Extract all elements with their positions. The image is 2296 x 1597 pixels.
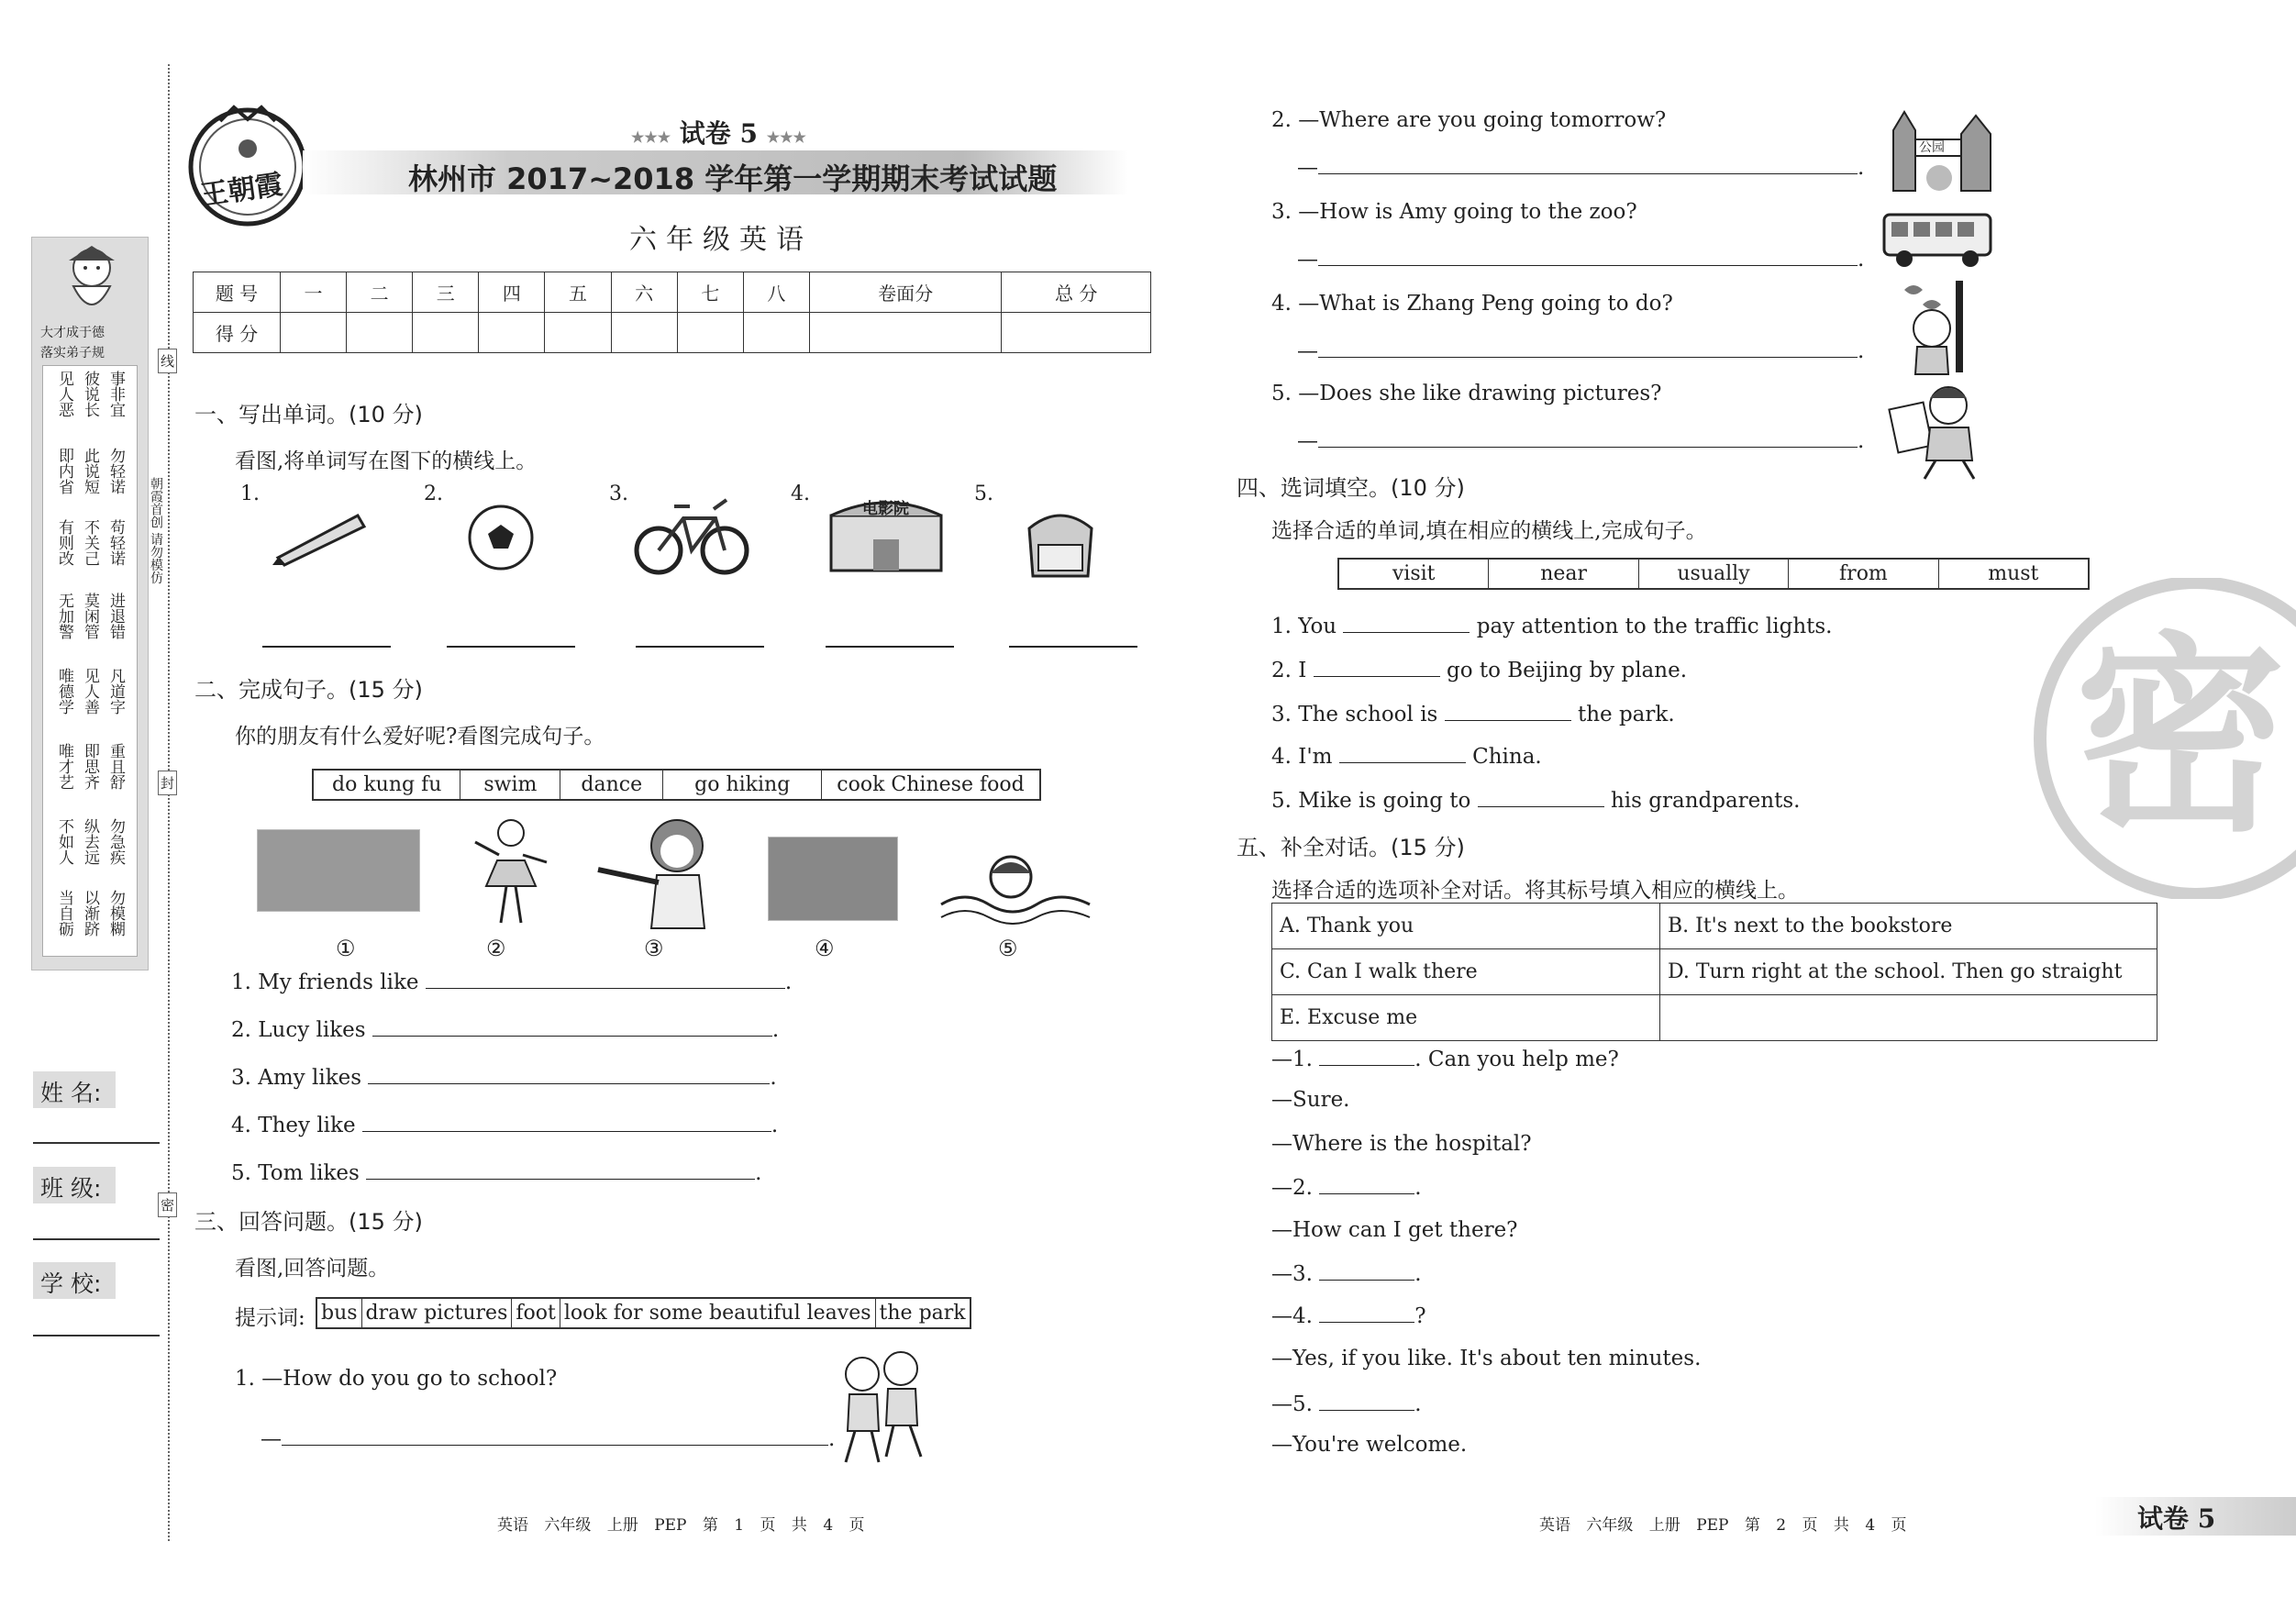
option-b: B. It's next to the bookstore bbox=[1660, 904, 2157, 949]
picture-label: ④ bbox=[815, 936, 835, 961]
backpack-picture bbox=[1015, 503, 1106, 582]
sentence-text: 1. My friends like bbox=[231, 970, 419, 994]
sentence-text: 5. Tom likes bbox=[231, 1161, 360, 1185]
dialogue-line-9 bbox=[1271, 1391, 1422, 1416]
option-c: C. Can I walk there bbox=[1272, 949, 1660, 995]
dash: — bbox=[261, 1427, 282, 1451]
picture-label: ⑤ bbox=[998, 936, 1018, 961]
walking-kids-picture bbox=[826, 1348, 936, 1468]
sentence-text: 5. Mike is going to bbox=[1271, 789, 1471, 813]
dancer-picture bbox=[470, 815, 552, 926]
question-5: 5. —Does she like drawing pictures? bbox=[1271, 382, 1662, 405]
sentence-end: . bbox=[1858, 339, 1865, 363]
kungfu-picture bbox=[591, 815, 719, 930]
footer-right: 英语 六年级 上册 PEP 第 2 页 共 4 页 bbox=[1539, 1516, 1907, 1535]
dialogue-line-8: —Yes, if you like. It's about ten minutes. bbox=[1271, 1347, 1702, 1370]
section-4-title: 四、选词填空。(10 分) bbox=[1237, 475, 1465, 501]
binding-line bbox=[168, 64, 170, 1541]
sidebar-verse: 凡道字 bbox=[106, 668, 125, 715]
sentence-text: go to Beijing by plane. bbox=[1446, 659, 1688, 682]
answer-blank[interactable] bbox=[636, 646, 764, 648]
dialogue-text: —5. bbox=[1271, 1392, 1313, 1416]
dash: — bbox=[1297, 339, 1318, 363]
sentence-end: . bbox=[1858, 429, 1865, 453]
answer-blank[interactable] bbox=[262, 646, 391, 648]
answer-row-2 bbox=[1297, 154, 1864, 180]
picture-label: ② bbox=[486, 936, 506, 961]
score-cell: 题 号 bbox=[194, 272, 281, 313]
dialogue-line-3: —Where is the hospital? bbox=[1271, 1132, 1532, 1156]
sentence-end: . bbox=[784, 970, 793, 994]
class-label: 班 级: bbox=[33, 1167, 116, 1203]
answer-row-5 bbox=[1297, 427, 1864, 453]
item-number: 1. bbox=[240, 482, 260, 505]
swimmer-picture bbox=[937, 853, 1093, 925]
sidebar-verse: 苟轻诺 bbox=[106, 519, 125, 566]
option-d: D. Turn right at the school. Then go straight bbox=[1660, 949, 2157, 995]
hint-word: the park bbox=[879, 1302, 966, 1325]
sentence-end: . bbox=[1858, 156, 1865, 180]
option-e: E. Excuse me bbox=[1272, 995, 1660, 1041]
answer-line[interactable] bbox=[282, 1425, 828, 1446]
bike-picture bbox=[633, 486, 750, 578]
word-choice: from bbox=[1789, 560, 1938, 588]
hiking-photo bbox=[768, 837, 898, 921]
option-empty bbox=[1660, 995, 2157, 1041]
dialogue-text: —3. bbox=[1271, 1262, 1313, 1286]
sentence-1 bbox=[231, 969, 792, 994]
answer-line[interactable] bbox=[1318, 427, 1858, 448]
section-2-instruction: 你的朋友有什么爱好呢?看图完成句子。 bbox=[235, 725, 605, 749]
answer-line[interactable] bbox=[1318, 338, 1858, 358]
dialogue-blank[interactable] bbox=[1319, 1303, 1414, 1323]
score-input[interactable] bbox=[1002, 313, 1151, 353]
answer-line[interactable] bbox=[1318, 246, 1858, 266]
answer-row-4 bbox=[1297, 338, 1864, 363]
score-input[interactable] bbox=[545, 313, 611, 353]
fill-sentence-5 bbox=[1271, 787, 1800, 813]
subject-title: 六年级英语 bbox=[629, 224, 813, 256]
score-cell: 八 bbox=[743, 272, 809, 313]
sidebar-verse: 唯才艺 bbox=[55, 743, 73, 790]
sentence-end: . bbox=[828, 1427, 836, 1451]
dialogue-text: ? bbox=[1414, 1304, 1426, 1328]
dash: — bbox=[1297, 429, 1318, 453]
sentence-2 bbox=[231, 1016, 779, 1042]
sentence-text: his grandparents. bbox=[1610, 789, 1801, 813]
word-option: dance bbox=[560, 771, 663, 799]
word-option: do kung fu bbox=[314, 771, 460, 799]
answer-line[interactable] bbox=[426, 969, 785, 989]
score-input[interactable] bbox=[413, 313, 479, 353]
score-cell: 卷面分 bbox=[809, 272, 1001, 313]
question-4: 4. —What is Zhang Peng going to do? bbox=[1271, 292, 1673, 316]
sidebar-verse: 勿轻诺 bbox=[106, 448, 125, 494]
dialogue-blank[interactable] bbox=[1319, 1391, 1414, 1411]
section-1-title: 一、写出单词。(10 分) bbox=[194, 402, 423, 427]
section-5-instruction: 选择合适的选项补全对话。将其标号填入相应的横线上。 bbox=[1271, 879, 1799, 903]
dialogue-text: —4. bbox=[1271, 1304, 1313, 1328]
section-1-instruction: 看图,将单词写在图下的横线上。 bbox=[235, 449, 538, 473]
word-choice: usually bbox=[1639, 560, 1789, 588]
fold-mark: 线 bbox=[158, 349, 177, 373]
score-cell: 二 bbox=[347, 272, 413, 313]
fill-blank[interactable] bbox=[1314, 657, 1440, 677]
dash: — bbox=[1297, 248, 1318, 272]
word-option: go hiking bbox=[663, 771, 822, 799]
sidebar-verse: 唯德学 bbox=[55, 668, 73, 715]
dialogue-line-5: —How can I get there? bbox=[1271, 1218, 1518, 1242]
dialogue-text: —2. bbox=[1271, 1176, 1313, 1200]
sentence-text: 3. Amy likes bbox=[231, 1066, 362, 1090]
sidebar-verse: 纵去远 bbox=[81, 818, 99, 865]
sidebar-verse: 此说短 bbox=[81, 448, 99, 494]
dash: — bbox=[1297, 156, 1318, 180]
answer-blank[interactable] bbox=[447, 646, 575, 648]
dialogue-text: . bbox=[1414, 1176, 1422, 1200]
dialogue-line-4 bbox=[1271, 1174, 1422, 1200]
sidebar-verse: 即思齐 bbox=[81, 743, 99, 790]
sentence-text: 3. The school is bbox=[1271, 703, 1438, 726]
sidebar-verse: 无加警 bbox=[55, 593, 73, 639]
sidebar-verse: 不关己 bbox=[81, 519, 99, 566]
sidebar-verse: 不如人 bbox=[55, 818, 73, 865]
park-sign: 公园 bbox=[1919, 140, 1945, 155]
item-number: 2. bbox=[424, 482, 443, 505]
hobby-word-bank bbox=[312, 769, 1041, 801]
sentence-end: . bbox=[1858, 248, 1865, 272]
fold-mark: 密 bbox=[158, 1192, 177, 1217]
item-number: 4. bbox=[791, 482, 810, 505]
fill-blank[interactable] bbox=[1478, 787, 1604, 807]
drawing-girl-picture bbox=[1888, 378, 1991, 481]
page-tag-text: 试卷 5 bbox=[2137, 1503, 2216, 1534]
sentence-text: 4. I'm bbox=[1271, 745, 1333, 769]
fill-sentence-3 bbox=[1271, 701, 1675, 726]
score-cell: 三 bbox=[413, 272, 479, 313]
sentence-end: . bbox=[771, 1114, 779, 1137]
sidebar-motto-1: 大才成于德 bbox=[40, 326, 105, 340]
sentence-end: . bbox=[755, 1161, 762, 1185]
score-table-row bbox=[194, 313, 1151, 353]
answer-row-1 bbox=[261, 1425, 835, 1451]
answer-line[interactable] bbox=[372, 1016, 772, 1037]
sentence-end: . bbox=[770, 1066, 777, 1090]
fill-blank[interactable] bbox=[1343, 613, 1470, 633]
sidebar-verse: 见人善 bbox=[81, 668, 99, 715]
sentence-end: . bbox=[771, 1018, 780, 1042]
item-number: 5. bbox=[974, 482, 993, 505]
stars-right: ★★★ bbox=[766, 128, 806, 146]
sidebar-motto-2: 落实弟子规 bbox=[40, 346, 105, 360]
class-field[interactable] bbox=[33, 1238, 160, 1240]
picture-label: ① bbox=[336, 936, 356, 961]
sidebar-verse: 当自砺 bbox=[55, 890, 73, 937]
fill-sentence-2 bbox=[1271, 657, 1687, 682]
word-choice-bank bbox=[1337, 558, 2090, 590]
score-input[interactable] bbox=[677, 313, 743, 353]
picture-label: ③ bbox=[644, 936, 664, 961]
fill-sentence-1 bbox=[1271, 613, 1833, 638]
fill-blank[interactable] bbox=[1445, 701, 1571, 721]
sentence-text: 1. You bbox=[1271, 615, 1337, 638]
score-input[interactable] bbox=[611, 313, 677, 353]
hint-word: bus bbox=[317, 1299, 362, 1327]
score-cell: 四 bbox=[479, 272, 545, 313]
football-picture bbox=[466, 503, 536, 572]
sentence-4 bbox=[231, 1112, 778, 1137]
dialogue-blank[interactable] bbox=[1319, 1174, 1414, 1194]
question-3: 3. —How is Amy going to the zoo? bbox=[1271, 200, 1637, 224]
options-table bbox=[1271, 903, 2157, 1041]
section-3-instruction: 看图,回答问题。 bbox=[235, 1257, 390, 1281]
stars-left: ★★★ bbox=[631, 128, 671, 146]
cinema-sign: 电影院 bbox=[862, 500, 909, 518]
score-input[interactable] bbox=[743, 313, 809, 353]
fill-blank[interactable] bbox=[1339, 743, 1466, 763]
dialogue-line-7 bbox=[1271, 1303, 1426, 1328]
answer-line[interactable] bbox=[1318, 154, 1858, 174]
sidebar-verse: 重且舒 bbox=[106, 743, 125, 790]
hint-word: look for some beautiful leaves bbox=[560, 1299, 876, 1327]
score-input[interactable] bbox=[479, 313, 545, 353]
footer-left: 英语 六年级 上册 PEP 第 1 页 共 4 页 bbox=[497, 1516, 865, 1535]
sidebar-verse: 以渐跻 bbox=[81, 890, 99, 937]
school-field[interactable] bbox=[33, 1335, 160, 1336]
question-2: 2. —Where are you going tomorrow? bbox=[1271, 108, 1667, 132]
pen-picture bbox=[271, 505, 372, 569]
score-input[interactable] bbox=[281, 313, 347, 353]
answer-line[interactable] bbox=[362, 1112, 771, 1132]
section-4-instruction: 选择合适的单词,填在相应的横线上,完成句子。 bbox=[1271, 519, 1707, 543]
section-3-title: 三、回答问题。(15 分) bbox=[194, 1209, 423, 1235]
sidebar-verse: 见人恶 bbox=[55, 371, 73, 417]
copyright-note: 朝霞首创 请勿模仿 bbox=[149, 477, 163, 584]
hint-word: foot bbox=[512, 1299, 560, 1327]
section-5-title: 五、补全对话。(15 分) bbox=[1237, 835, 1465, 860]
hint-label: 提示词: bbox=[235, 1306, 305, 1330]
sentence-text: the park. bbox=[1577, 703, 1675, 726]
score-table bbox=[193, 272, 1151, 353]
school-label: 学 校: bbox=[33, 1262, 116, 1299]
hint-word-bank bbox=[316, 1297, 971, 1329]
word-choice: must bbox=[1988, 562, 2039, 585]
name-field[interactable] bbox=[33, 1142, 160, 1144]
score-table-header bbox=[194, 272, 1151, 313]
dialogue-text: . Can you help me? bbox=[1414, 1048, 1619, 1071]
dialogue-line-2: —Sure. bbox=[1271, 1088, 1350, 1112]
dialogue-text: —1. bbox=[1271, 1048, 1313, 1071]
fold-mark: 封 bbox=[158, 771, 177, 795]
answer-blank[interactable] bbox=[826, 646, 954, 648]
exam-title: 林州市 2017~2018 学年第一学期期末考试试题 bbox=[408, 161, 1058, 196]
sentence-text: pay attention to the traffic lights. bbox=[1476, 615, 1833, 638]
scholar-illustration bbox=[50, 240, 133, 323]
score-cell: 总 分 bbox=[1002, 272, 1151, 313]
leaves-boy-picture bbox=[1895, 277, 1978, 376]
cooking-photo bbox=[257, 829, 420, 912]
sentence-3 bbox=[231, 1064, 777, 1090]
sentence-text: 2. Lucy likes bbox=[231, 1018, 366, 1042]
score-input[interactable] bbox=[347, 313, 413, 353]
name-label: 姓 名: bbox=[33, 1071, 116, 1108]
dialogue-line-1 bbox=[1271, 1046, 1619, 1071]
score-cell: 六 bbox=[611, 272, 677, 313]
question-1: 1. —How do you go to school? bbox=[235, 1367, 558, 1391]
dialogue-blank[interactable] bbox=[1319, 1046, 1414, 1066]
paper-number bbox=[631, 114, 806, 150]
score-input[interactable] bbox=[809, 313, 1001, 353]
score-cell: 一 bbox=[281, 272, 347, 313]
sentence-text: 2. I bbox=[1271, 659, 1307, 682]
dialogue-text: . bbox=[1414, 1262, 1422, 1286]
answer-line[interactable] bbox=[366, 1159, 755, 1180]
paper-number-text: 试卷 5 bbox=[679, 118, 759, 149]
answer-line[interactable] bbox=[368, 1064, 770, 1084]
sidebar-verse: 彼说长 bbox=[81, 371, 99, 417]
sidebar-verse: 事非宜 bbox=[106, 371, 125, 417]
dialogue-line-6 bbox=[1271, 1260, 1422, 1286]
score-cell: 五 bbox=[545, 272, 611, 313]
sentence-5 bbox=[231, 1159, 761, 1185]
sidebar-verse: 勿模糊 bbox=[106, 890, 125, 937]
hint-word: draw pictures bbox=[362, 1299, 513, 1327]
word-option: swim bbox=[460, 771, 560, 799]
score-label: 得 分 bbox=[194, 313, 281, 353]
option-a: A. Thank you bbox=[1272, 904, 1660, 949]
dialogue-blank[interactable] bbox=[1319, 1260, 1414, 1281]
sidebar-verse: 进退错 bbox=[106, 593, 125, 639]
word-option: cook Chinese food bbox=[837, 773, 1025, 796]
bus-picture bbox=[1880, 209, 1996, 270]
dialogue-text: . bbox=[1414, 1392, 1422, 1416]
section-2-title: 二、完成句子。(15 分) bbox=[194, 677, 423, 703]
secret-watermark-text: 密 bbox=[2075, 616, 2287, 860]
sentence-text: 4. They like bbox=[231, 1114, 356, 1137]
sidebar-verse: 有则改 bbox=[55, 519, 73, 566]
sidebar-verse: 莫闲管 bbox=[81, 593, 99, 639]
word-choice: near bbox=[1489, 560, 1638, 588]
word-choice: visit bbox=[1339, 560, 1489, 588]
fill-sentence-4 bbox=[1271, 743, 1542, 769]
publisher-name: 王朝霞 bbox=[198, 168, 285, 213]
answer-blank[interactable] bbox=[1009, 646, 1137, 648]
sentence-text: China. bbox=[1472, 745, 1542, 769]
sidebar-verse: 勿急疾 bbox=[106, 818, 125, 865]
score-cell: 七 bbox=[677, 272, 743, 313]
dialogue-line-10: —You're welcome. bbox=[1271, 1433, 1468, 1457]
item-number: 3. bbox=[609, 482, 628, 505]
sidebar-verse: 即内省 bbox=[55, 448, 73, 494]
answer-row-3 bbox=[1297, 246, 1864, 272]
